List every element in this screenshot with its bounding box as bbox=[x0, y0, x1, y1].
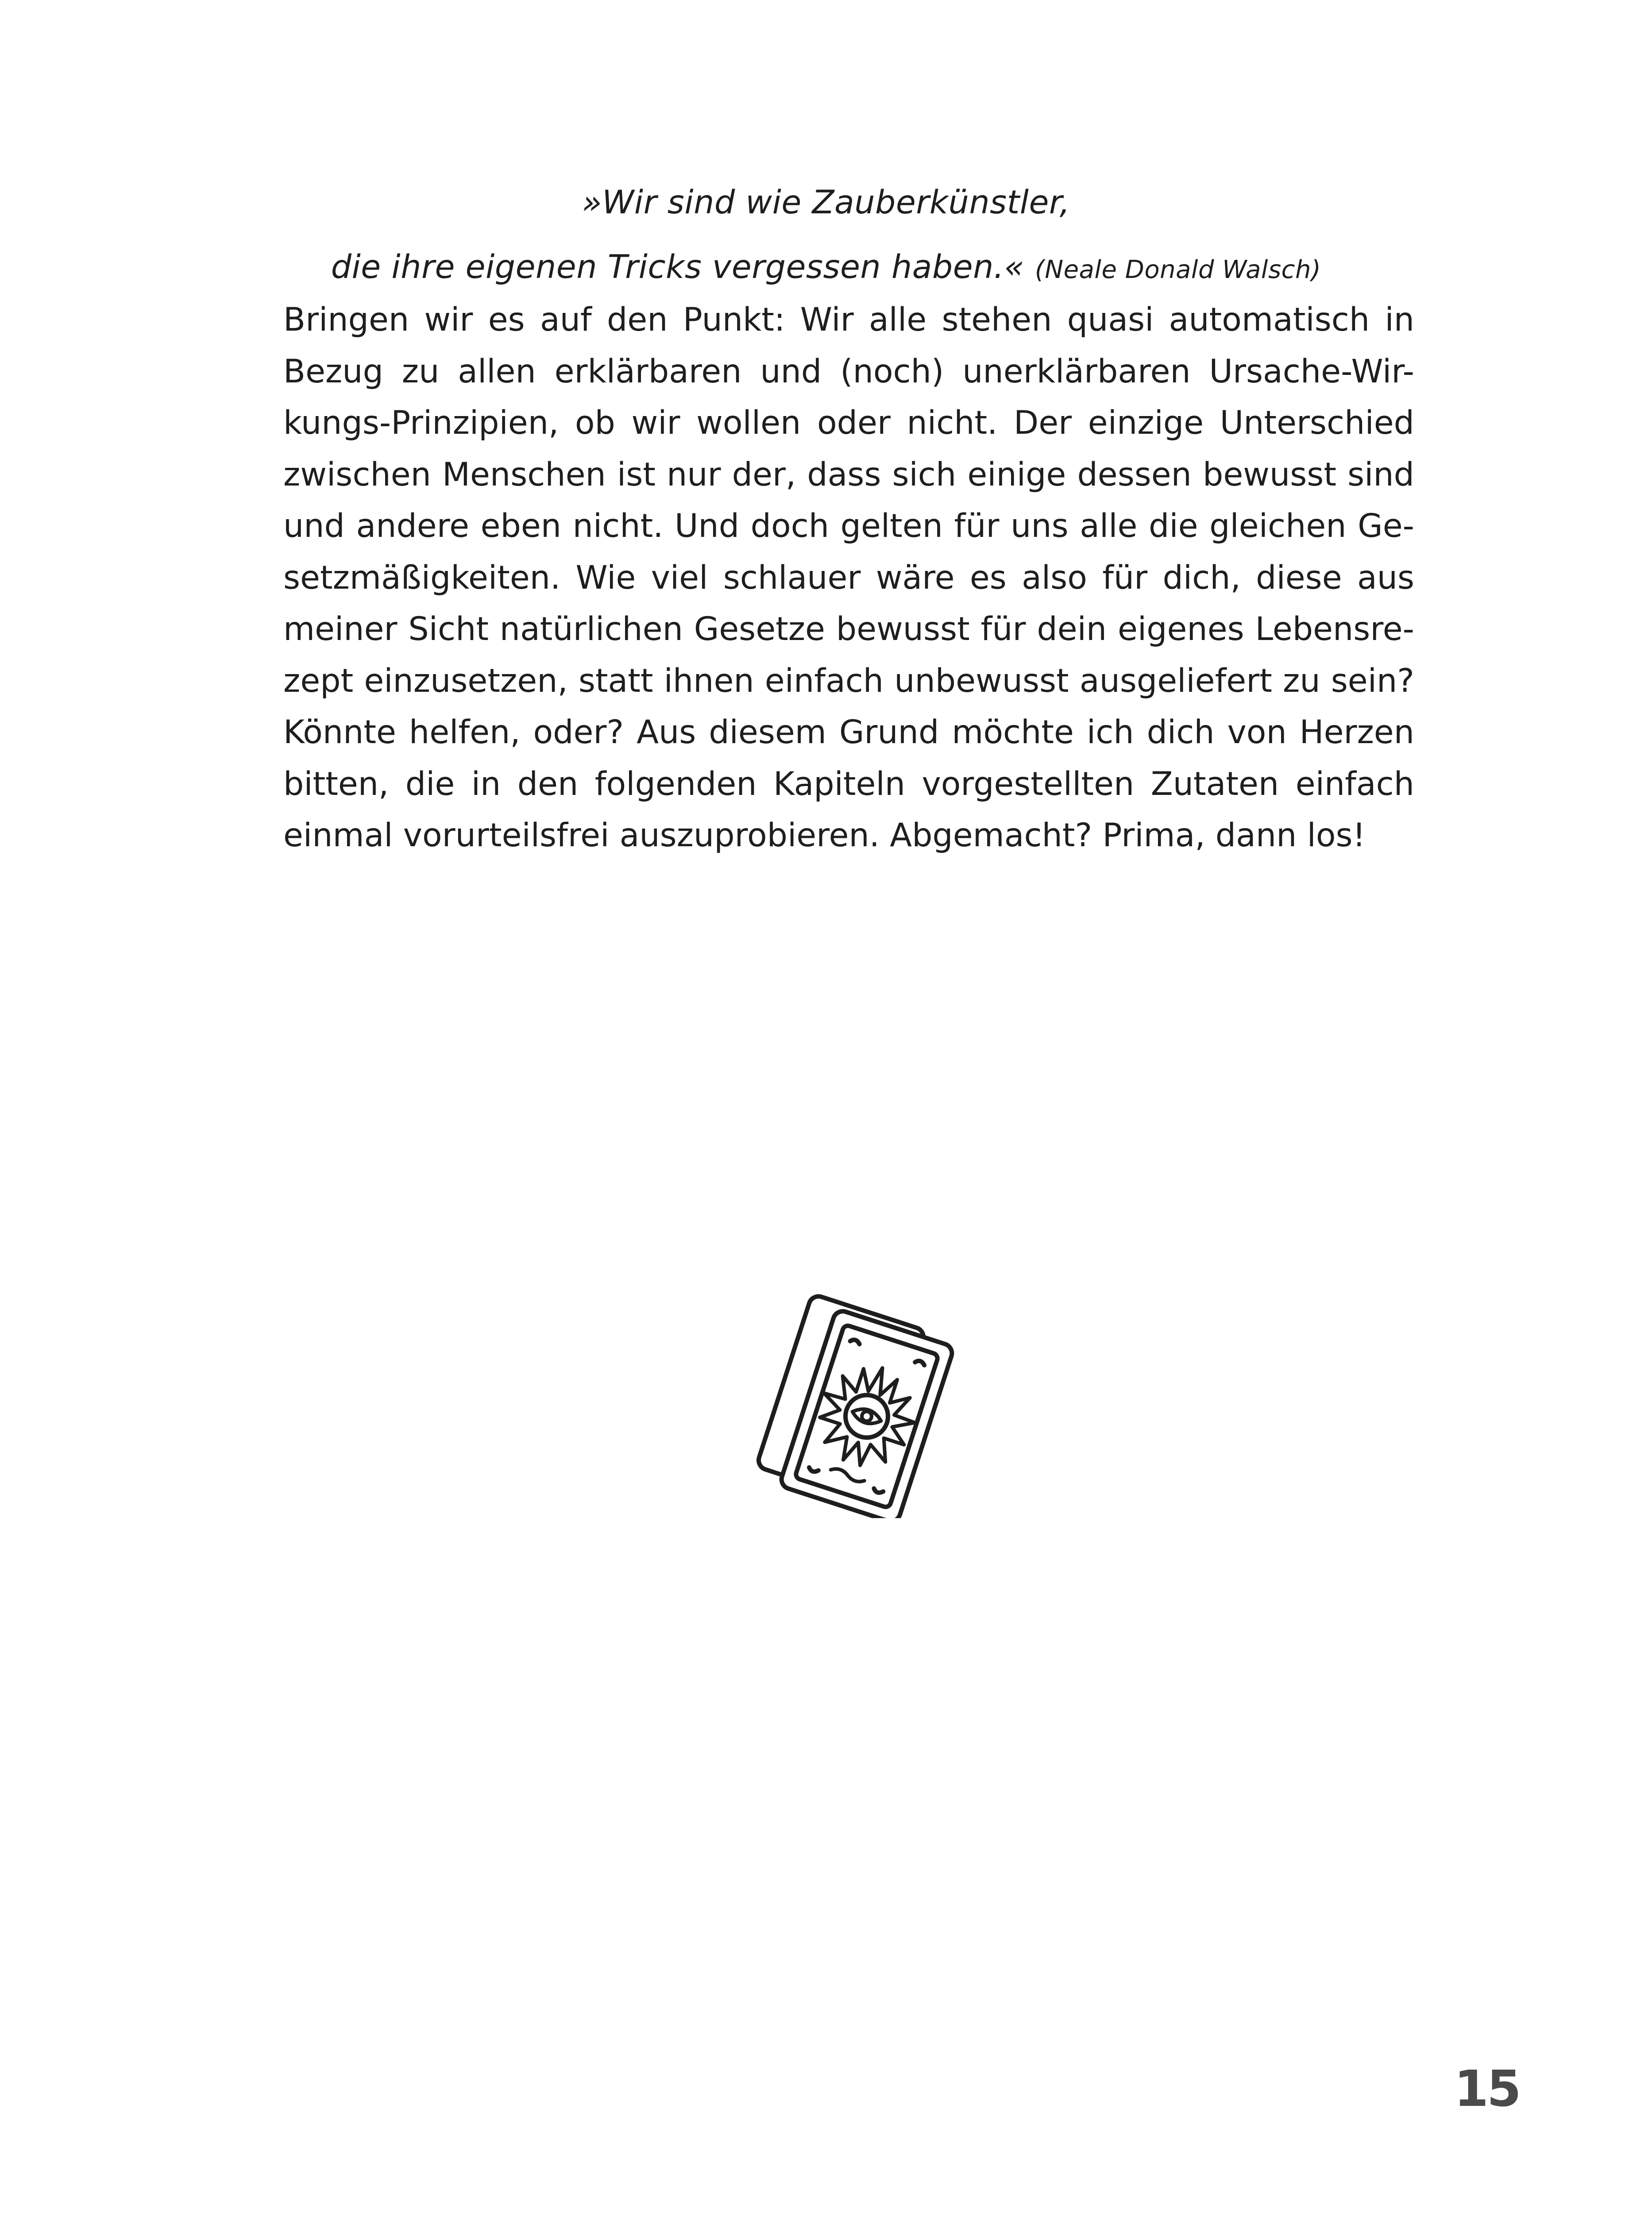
page-number: 15 bbox=[1454, 2060, 1520, 2118]
epigraph-quote bbox=[0, 170, 1652, 302]
tarot-card-eye-sun-icon bbox=[753, 1288, 961, 1518]
body-line: Bezug zu allen erklärbaren und (noch) unerklärbaren Ursache-Wir- bbox=[283, 352, 1414, 390]
body-line: und andere eben nicht. Und doch gelten für uns alle die gleichen Ge- bbox=[283, 507, 1414, 545]
body-line: meiner Sicht natürlichen Gesetze bewusst für dein eigenes Lebensre- bbox=[283, 610, 1414, 648]
body-line: Könnte helfen, oder? Aus diesem Grund möchte ich dich von Herzen bbox=[283, 713, 1414, 751]
body-line: setzmäßigkeiten. Wie viel schlauer wäre es also für dich, diese aus bbox=[283, 559, 1414, 597]
body-line: zwischen Menschen ist nur der, dass sich einige dessen bewusst sind bbox=[283, 455, 1414, 493]
quote-line-2-text: die ihre eigenen Tricks vergessen haben.« bbox=[331, 248, 1025, 286]
body-line: einmal vorurteilsfrei auszuprobieren. Abgemacht? Prima, dann los! bbox=[283, 817, 1366, 854]
quote-line-2 bbox=[0, 235, 1652, 302]
body-line: bitten, die in den folgenden Kapiteln vorgestellten Zutaten einfach bbox=[283, 765, 1414, 803]
quote-line-1: »Wir sind wie Zauberkünstler, bbox=[582, 184, 1070, 221]
body-line: zept einzusetzen, statt ihnen einfach unbewusst ausgeliefert zu sein? bbox=[283, 662, 1414, 700]
body-paragraph bbox=[283, 294, 1414, 862]
quote-attribution: (Neale Donald Walsch) bbox=[1034, 255, 1321, 284]
body-line: kungs-Prinzipien, ob wir wollen oder nicht. Der einzige Unterschied bbox=[283, 404, 1414, 442]
body-line: Bringen wir es auf den Punkt: Wir alle stehen quasi automatisch in bbox=[283, 301, 1414, 339]
